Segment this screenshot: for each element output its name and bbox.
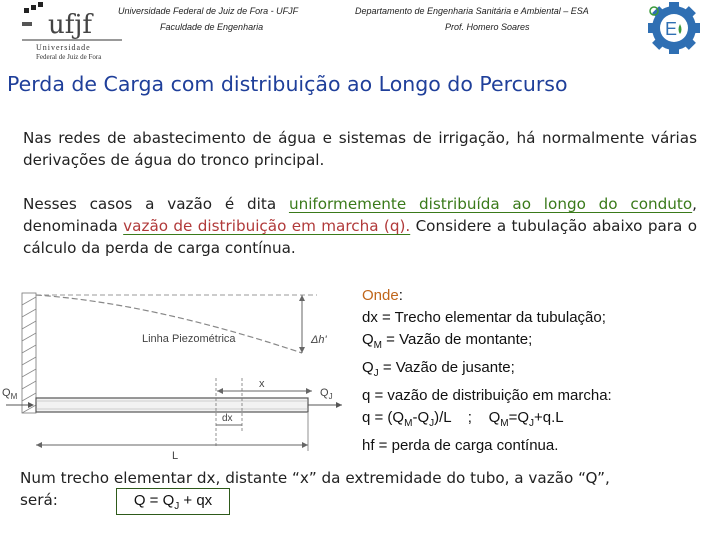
paragraph-1: Nas redes de abastecimento de água e sistemas de irrigação, há normalmente várias derivações de água do tronco principal. xyxy=(23,129,697,169)
qm-label: Q xyxy=(2,387,11,399)
dh-label: Δh' xyxy=(311,334,327,346)
legend-line-6: hf = perda de carga contínua. xyxy=(362,437,559,454)
paragraph-2-part1: Nesses casos a vazão é dita xyxy=(23,195,289,213)
header-department: Departamento de Engenharia Sanitária e Ambiental – ESA xyxy=(355,6,589,16)
qj-sub: J xyxy=(328,392,333,401)
x-label: x xyxy=(259,378,265,390)
header-university: Universidade Federal de Juiz de Fora - UFJF xyxy=(118,6,299,16)
ufjf-logo-line1: Universidade xyxy=(36,43,91,52)
svg-text:QJ xyxy=(320,387,333,401)
ufjf-logo xyxy=(22,2,122,64)
header-professor: Prof. Homero Soares xyxy=(445,22,530,32)
ufjf-logo-line2: Federal de Juiz de Fora xyxy=(36,53,102,61)
paragraph-2-part2: , denominada xyxy=(23,195,697,235)
paragraph-2-underline1: uniformemente distribuída ao longo do conduto xyxy=(288,195,693,213)
svg-text:QM xyxy=(2,387,18,401)
qj-label: Q xyxy=(320,387,329,399)
l-label: L xyxy=(172,450,179,462)
esa-logo xyxy=(645,2,703,54)
paragraph-2 xyxy=(23,193,697,259)
legend-onde: Onde: xyxy=(362,287,403,304)
formula-box: $Q = Q_J$ + qx xyxy=(116,488,230,515)
final-line-1: Num trecho elementar dx, distante “x” da extremidade do tubo, a vazão “Q”, xyxy=(20,469,610,487)
piezometric-label: Linha Piezométrica xyxy=(142,333,236,345)
pipe-diagram xyxy=(2,283,357,463)
legend-line-4: q = vazão de distribuição em marcha: xyxy=(362,387,612,404)
qm-sub: M xyxy=(10,392,18,401)
legend-line-3: $Q_J$ = Vazão de jusante; xyxy=(362,359,515,379)
paragraph-2-underline2: vazão de distribuição em marcha (q). xyxy=(123,217,411,235)
esa-logo-mark: E xyxy=(665,19,678,39)
legend xyxy=(362,285,712,457)
legend-line-1: dx = Trecho elementar da tubulação; xyxy=(362,309,606,326)
dx-label: dx xyxy=(222,413,233,424)
pipe xyxy=(36,398,308,412)
legend-line-5: $q = (Q_M-Q_J)/L$ ; $Q_M=Q_J+q.L$ xyxy=(362,409,564,429)
final-line-2: será: xyxy=(20,491,58,509)
paragraph-2-part3: Considere a tubulação abaixo para o cálculo da perda de carga contínua. xyxy=(23,217,697,257)
legend-line-2: $Q_M$ = Vazão de montante; xyxy=(362,331,533,351)
ufjf-logo-mark: ufjf xyxy=(48,10,93,40)
page-title: Perda de Carga com distribuição ao Longo do Percurso xyxy=(7,72,568,96)
header-faculty: Faculdade de Engenharia xyxy=(160,22,264,32)
legend-onde-word: Onde xyxy=(362,287,399,304)
reservoir-wall xyxy=(22,293,36,413)
